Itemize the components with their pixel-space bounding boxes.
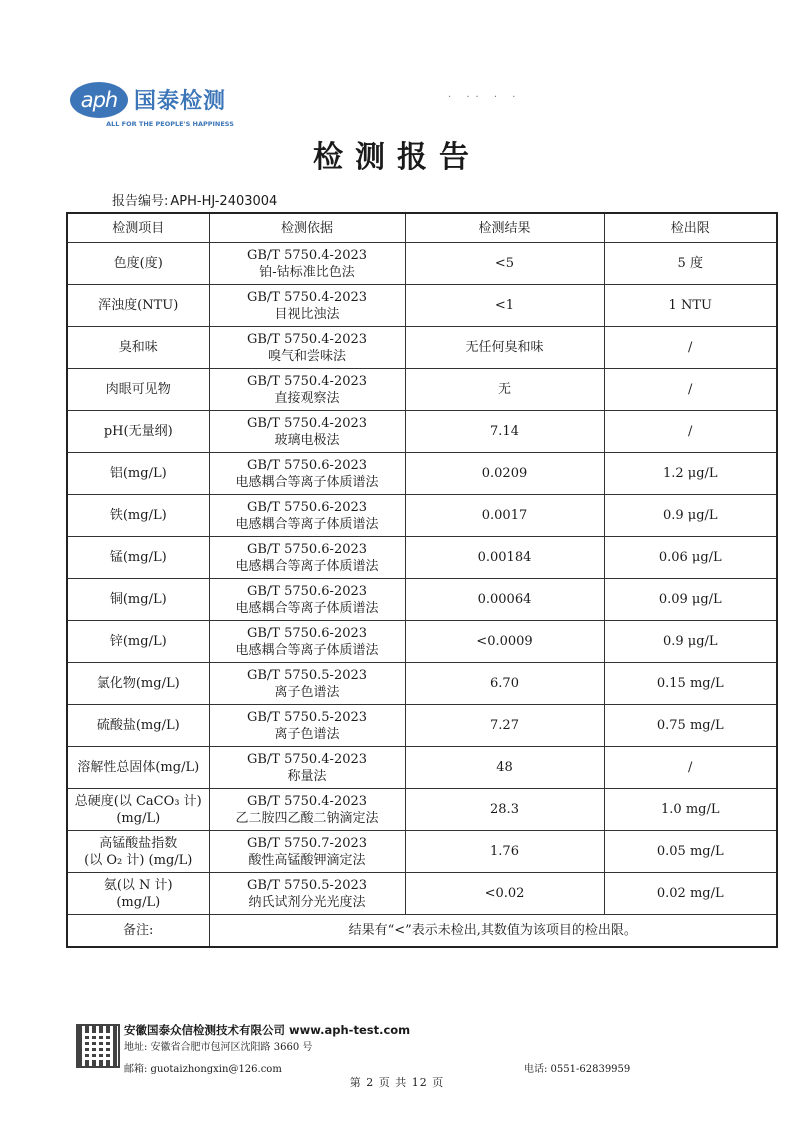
cell-basis-line: 纳氏试剂分光光度法 xyxy=(248,894,366,910)
cell-item xyxy=(67,495,209,537)
cell-basis xyxy=(209,411,405,453)
cell-item-line: 总硬度(以 CaCO₃ 计) xyxy=(74,793,202,809)
cell-limit-line: / xyxy=(688,382,693,397)
cell-item-line: 溶解性总固体(mg/L) xyxy=(77,760,200,775)
cell-result-line: <0.02 xyxy=(484,886,525,901)
cell-item xyxy=(67,831,209,873)
cell-basis-line: 酸性高锰酸钾滴定法 xyxy=(248,852,366,868)
cell-limit xyxy=(604,579,777,621)
cell-limit xyxy=(604,873,777,915)
table-row xyxy=(67,537,777,579)
report-number-value: APH-HJ-2403004 xyxy=(170,194,278,209)
cell-item-line: 臭和味 xyxy=(118,340,158,355)
page-number: 第 2 页 共 12 页 xyxy=(349,1076,445,1089)
table-row xyxy=(67,327,777,369)
cell-result-line: 48 xyxy=(496,760,513,775)
cell-limit-line: 5 度 xyxy=(677,256,703,271)
cell-basis-line: 嗅气和尝味法 xyxy=(267,348,346,364)
cell-item xyxy=(67,789,209,831)
table-row xyxy=(67,285,777,327)
cell-basis-line: 电感耦合等离子体质谱法 xyxy=(235,558,379,574)
cell-basis-line: 目视比浊法 xyxy=(274,306,340,322)
cell-result xyxy=(405,747,604,789)
cell-basis-line: 电感耦合等离子体质谱法 xyxy=(235,516,379,532)
footer-address: 地址: 安徽省合肥市包河区沈阳路 3660 号 xyxy=(124,1042,313,1053)
cell-basis-line: GB/T 5750.6-2023 xyxy=(246,583,368,599)
cell-basis xyxy=(209,579,405,621)
table-row xyxy=(67,369,777,411)
cell-item-line: 氨(以 N 计) xyxy=(103,877,173,893)
cell-item-line: 铝(mg/L) xyxy=(109,466,167,481)
cell-result xyxy=(405,243,604,285)
cell-basis-line: 电感耦合等离子体质谱法 xyxy=(235,474,379,490)
cell-limit-line: 0.02 mg/L xyxy=(656,886,724,901)
qr-code-icon xyxy=(76,1024,120,1068)
cell-basis-line: GB/T 5750.4-2023 xyxy=(246,289,368,305)
cell-limit-line: 0.09 μg/L xyxy=(658,592,722,607)
table-row xyxy=(67,663,777,705)
cell-result xyxy=(405,327,604,369)
cell-item xyxy=(67,453,209,495)
report-number xyxy=(112,190,277,209)
cell-basis xyxy=(209,243,405,285)
cell-limit-line: 1.2 μg/L xyxy=(662,466,718,481)
cell-basis-line: GB/T 5750.4-2023 xyxy=(246,415,368,431)
report-number-label: 报告编号: xyxy=(112,194,169,209)
cell-basis-line: GB/T 5750.6-2023 xyxy=(246,499,368,515)
cell-item xyxy=(67,369,209,411)
cell-limit-line: 0.06 μg/L xyxy=(658,550,722,565)
cell-basis-line: GB/T 5750.4-2023 xyxy=(246,751,368,767)
cell-item-line: 高锰酸盐指数 xyxy=(99,835,178,851)
cell-result xyxy=(405,621,604,663)
table-header-row xyxy=(67,213,777,243)
cell-item-line: (mg/L) xyxy=(116,810,161,826)
cell-basis xyxy=(209,747,405,789)
cell-result xyxy=(405,831,604,873)
cell-item xyxy=(67,621,209,663)
cell-item xyxy=(67,579,209,621)
cell-item xyxy=(67,747,209,789)
cell-item xyxy=(67,663,209,705)
cell-basis-line: 玻璃电极法 xyxy=(274,432,340,448)
cell-limit xyxy=(604,453,777,495)
table-row xyxy=(67,411,777,453)
cell-limit-line: 0.9 μg/L xyxy=(662,634,718,649)
table-row xyxy=(67,453,777,495)
results-table xyxy=(66,212,778,948)
cell-limit-line: / xyxy=(688,424,693,439)
cell-result-line: <5 xyxy=(494,256,515,271)
cell-basis-line: 离子色谱法 xyxy=(274,726,340,742)
cell-limit xyxy=(604,621,777,663)
report-title: 检测报告 xyxy=(313,140,481,175)
cell-basis-line: 铂-钴标准比色法 xyxy=(259,264,355,280)
cell-result-line: 7.27 xyxy=(490,718,519,733)
cell-basis xyxy=(209,621,405,663)
cell-item xyxy=(67,537,209,579)
cell-result xyxy=(405,705,604,747)
cell-basis-line: 乙二胺四乙酸二钠滴定法 xyxy=(235,810,379,826)
table-row xyxy=(67,579,777,621)
cell-basis-line: GB/T 5750.4-2023 xyxy=(246,373,368,389)
cell-item xyxy=(67,285,209,327)
cell-basis-line: GB/T 5750.6-2023 xyxy=(246,541,368,557)
cell-basis-line: 电感耦合等离子体质谱法 xyxy=(235,642,379,658)
cell-result-line: 0.0209 xyxy=(481,466,528,481)
cell-result-line: 28.3 xyxy=(490,802,519,817)
cell-basis xyxy=(209,285,405,327)
cell-limit xyxy=(604,369,777,411)
cell-item xyxy=(67,243,209,285)
cell-basis-line: 电感耦合等离子体质谱法 xyxy=(235,600,379,616)
cell-item-line: 色度(度) xyxy=(113,256,163,271)
cell-basis xyxy=(209,705,405,747)
cell-result xyxy=(405,873,604,915)
cell-item xyxy=(67,327,209,369)
cell-limit-line: / xyxy=(688,340,693,355)
table-row xyxy=(67,495,777,537)
cell-basis xyxy=(209,789,405,831)
cell-result xyxy=(405,537,604,579)
cell-result xyxy=(405,453,604,495)
cell-limit-line: 0.9 μg/L xyxy=(662,508,718,523)
cell-item-line: 铜(mg/L) xyxy=(109,592,167,607)
cell-basis-line: GB/T 5750.4-2023 xyxy=(246,247,368,263)
table-row xyxy=(67,747,777,789)
cell-basis-line: GB/T 5750.5-2023 xyxy=(246,877,368,893)
cell-result-line: 0.00184 xyxy=(477,550,532,565)
cell-result-line: 6.70 xyxy=(490,676,519,691)
cell-item-line: 锰(mg/L) xyxy=(109,550,167,565)
cell-limit-line: 1 NTU xyxy=(668,298,712,313)
cell-result-line: 0.0017 xyxy=(481,508,528,523)
cell-item xyxy=(67,705,209,747)
cell-basis xyxy=(209,327,405,369)
pen-mark: · ·· · · xyxy=(448,92,522,103)
cell-limit xyxy=(604,495,777,537)
table-row xyxy=(67,243,777,285)
cell-basis-line: GB/T 5750.6-2023 xyxy=(246,457,368,473)
cell-basis xyxy=(209,495,405,537)
cell-limit xyxy=(604,789,777,831)
cell-limit-line: 1.0 mg/L xyxy=(661,802,720,817)
cell-basis xyxy=(209,369,405,411)
cell-result xyxy=(405,285,604,327)
cell-basis-line: 称量法 xyxy=(287,768,327,784)
cell-result xyxy=(405,495,604,537)
company-logo xyxy=(70,80,270,128)
cell-basis xyxy=(209,453,405,495)
cell-basis-line: 直接观察法 xyxy=(274,390,340,406)
cell-basis xyxy=(209,873,405,915)
cell-limit xyxy=(604,243,777,285)
cell-basis xyxy=(209,831,405,873)
cell-basis xyxy=(209,663,405,705)
logo-company-name: 国泰检测 xyxy=(134,89,227,114)
footer-email: 邮箱: guotaizhongxin@126.com xyxy=(124,1064,282,1075)
cell-limit xyxy=(604,747,777,789)
cell-limit-line: 0.75 mg/L xyxy=(656,718,724,733)
cell-basis-line: GB/T 5750.4-2023 xyxy=(246,793,368,809)
cell-result xyxy=(405,369,604,411)
cell-limit-line: 0.05 mg/L xyxy=(656,844,724,859)
cell-result xyxy=(405,411,604,453)
cell-item-line: (mg/L) xyxy=(116,894,161,910)
note-text: 结果有“<”表示未检出,其数值为该项目的检出限。 xyxy=(209,915,777,948)
cell-item-line: 肉眼可见物 xyxy=(105,382,171,397)
cell-result xyxy=(405,579,604,621)
cell-result xyxy=(405,789,604,831)
cell-limit xyxy=(604,831,777,873)
cell-basis xyxy=(209,537,405,579)
cell-basis-line: 离子色谱法 xyxy=(274,684,340,700)
cell-result-line: 7.14 xyxy=(490,424,519,439)
cell-result-line: 无任何臭和味 xyxy=(465,340,544,355)
cell-item-line: 浑浊度(NTU) xyxy=(98,298,179,313)
cell-result-line: <0.0009 xyxy=(476,634,533,649)
cell-limit xyxy=(604,537,777,579)
cell-basis-line: GB/T 5750.4-2023 xyxy=(246,331,368,347)
note-row xyxy=(67,915,777,948)
header-basis: 检测依据 xyxy=(209,213,405,243)
cell-basis-line: GB/T 5750.5-2023 xyxy=(246,667,368,683)
cell-limit xyxy=(604,705,777,747)
note-label: 备注: xyxy=(67,915,209,948)
cell-limit-line: 0.15 mg/L xyxy=(656,676,724,691)
cell-basis-line: GB/T 5750.5-2023 xyxy=(246,709,368,725)
header-result: 检测结果 xyxy=(405,213,604,243)
cell-result-line: 0.00064 xyxy=(477,592,532,607)
cell-limit-line: / xyxy=(688,760,693,775)
table-row xyxy=(67,621,777,663)
aph-logo-badge: aph xyxy=(70,82,128,118)
logo-slogan: ALL FOR THE PEOPLE'S HAPPINESS xyxy=(106,120,234,128)
cell-item-line: 铁(mg/L) xyxy=(109,508,167,523)
cell-item xyxy=(67,873,209,915)
table-row xyxy=(67,789,777,831)
cell-result-line: <1 xyxy=(494,298,515,313)
cell-item-line: 氯化物(mg/L) xyxy=(96,676,180,691)
cell-basis-line: GB/T 5750.6-2023 xyxy=(246,625,368,641)
cell-item-line: (以 O₂ 计) (mg/L) xyxy=(84,852,193,868)
cell-limit xyxy=(604,411,777,453)
footer-company: 安徽国泰众信检测技术有限公司 www.aph-test.com xyxy=(124,1023,411,1037)
cell-item xyxy=(67,411,209,453)
cell-result-line: 1.76 xyxy=(490,844,519,859)
table-row xyxy=(67,705,777,747)
table-row xyxy=(67,831,777,873)
cell-limit xyxy=(604,327,777,369)
cell-limit xyxy=(604,663,777,705)
cell-item-line: 锌(mg/L) xyxy=(109,634,167,649)
cell-item-line: pH(无量纲) xyxy=(103,424,173,439)
cell-limit xyxy=(604,285,777,327)
cell-result xyxy=(405,663,604,705)
table-row xyxy=(67,873,777,915)
cell-basis-line: GB/T 5750.7-2023 xyxy=(246,835,368,851)
cell-item-line: 硫酸盐(mg/L) xyxy=(96,718,180,733)
cell-result-line: 无 xyxy=(497,382,511,397)
header-item: 检测项目 xyxy=(67,213,209,243)
footer-phone: 电话: 0551-62839959 xyxy=(524,1064,631,1075)
header-limit: 检出限 xyxy=(604,213,777,243)
footer xyxy=(76,1022,756,1082)
